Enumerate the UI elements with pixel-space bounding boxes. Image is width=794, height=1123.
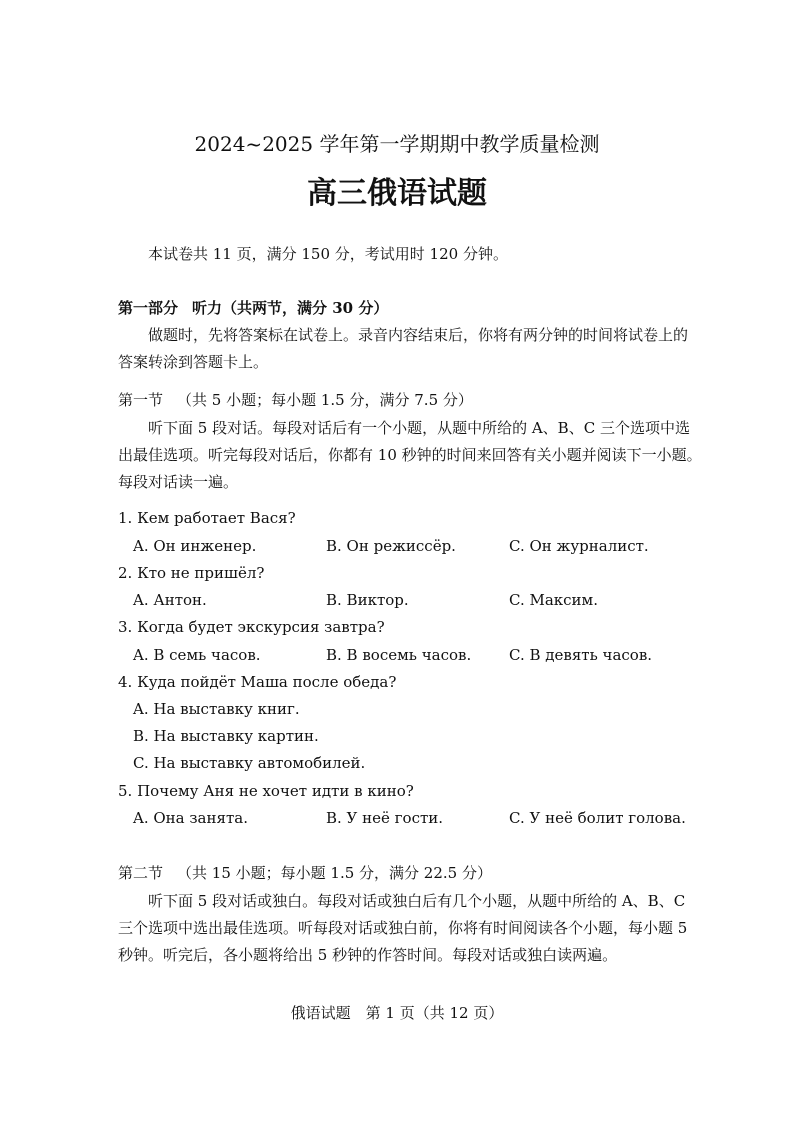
part1-title: 第一部分	[118, 299, 179, 317]
question-4-option-a: A. На выставку книг.	[133, 700, 300, 718]
part1-heading	[118, 297, 388, 318]
page-footer: 俄语试题 第 1 页（共 12 页）	[290, 1004, 504, 1022]
exam-subtitle: 高三俄语试题	[307, 176, 487, 211]
section2-instruction-1: 听下面 5 段对话或独白。每段对话或独白后有几个小题，从题中所给的 A、B、C	[148, 892, 686, 910]
question-4-option-c: C. На выставку автомобилей.	[133, 754, 366, 772]
section2-info: （共 15 小题；每小题 1.5 分，满分 22.5 分）	[177, 864, 492, 882]
section1-instruction-1: 听下面 5 段对话。每段对话后有一个小题，从题中所给的 A、B、C 三个选项中选	[148, 419, 690, 437]
section1-instruction-2: 出最佳选项。听完每段对话后，你都有 10 秒钟的时间来回答有关小题并阅读下一小题。	[118, 446, 702, 464]
question-3: 3. Когда будет экскурсия завтра?	[118, 618, 385, 636]
question-1-option-c: C. Он журналист.	[509, 537, 649, 555]
part1-subtitle: 听力（共两节，满分 30 分）	[192, 299, 389, 317]
section2-heading	[118, 862, 492, 883]
part1-instruction-1: 做题时，先将答案标在试卷上。录音内容结束后，你将有两分钟的时间将试卷上的	[148, 326, 689, 344]
question-5-option-a: A. Она занята.	[133, 809, 248, 827]
question-2-option-b: B. Виктор.	[326, 591, 409, 609]
section1-info: （共 5 小题；每小题 1.5 分，满分 7.5 分）	[177, 391, 473, 409]
exam-intro: 本试卷共 11 页，满分 150 分，考试用时 120 分钟。	[148, 245, 508, 263]
question-3-option-a: A. В семь часов.	[133, 646, 261, 664]
question-1-option-b: B. Он режиссёр.	[326, 537, 456, 555]
section2-instruction-2: 三个选项中选出最佳选项。听每段对话或独白前，你将有时间阅读各个小题，每小题 5	[118, 919, 688, 937]
question-4: 4. Куда пойдёт Маша после обеда?	[118, 673, 397, 691]
section2-title: 第二节	[118, 864, 164, 882]
section2-instruction-3: 秒钟。听完后，各小题将给出 5 秒钟的作答时间。每段对话或独白读两遍。	[118, 946, 618, 964]
question-5: 5. Почему Аня не хочет идти в кино?	[118, 782, 414, 800]
section1-instruction-3: 每段对话读一遍。	[118, 473, 239, 491]
question-4-option-b: B. На выставку картин.	[133, 727, 319, 745]
section1-heading	[118, 389, 473, 410]
question-3-option-b: B. В восемь часов.	[326, 646, 472, 664]
question-2: 2. Кто не пришёл?	[118, 564, 265, 582]
part1-instruction-2: 答案转涂到答题卡上。	[118, 353, 269, 371]
question-3-option-c: C. В девять часов.	[509, 646, 653, 664]
exam-title: 2024~2025 学年第一学期期中教学质量检测	[194, 132, 600, 156]
section1-title: 第一节	[118, 391, 164, 409]
question-2-option-a: A. Антон.	[133, 591, 207, 609]
question-2-option-c: C. Максим.	[509, 591, 598, 609]
question-1-option-a: A. Он инженер.	[133, 537, 257, 555]
question-5-option-c: C. У неё болит голова.	[509, 809, 686, 827]
question-5-option-b: B. У неё гости.	[326, 809, 444, 827]
question-1: 1. Кем работает Вася?	[118, 509, 296, 527]
